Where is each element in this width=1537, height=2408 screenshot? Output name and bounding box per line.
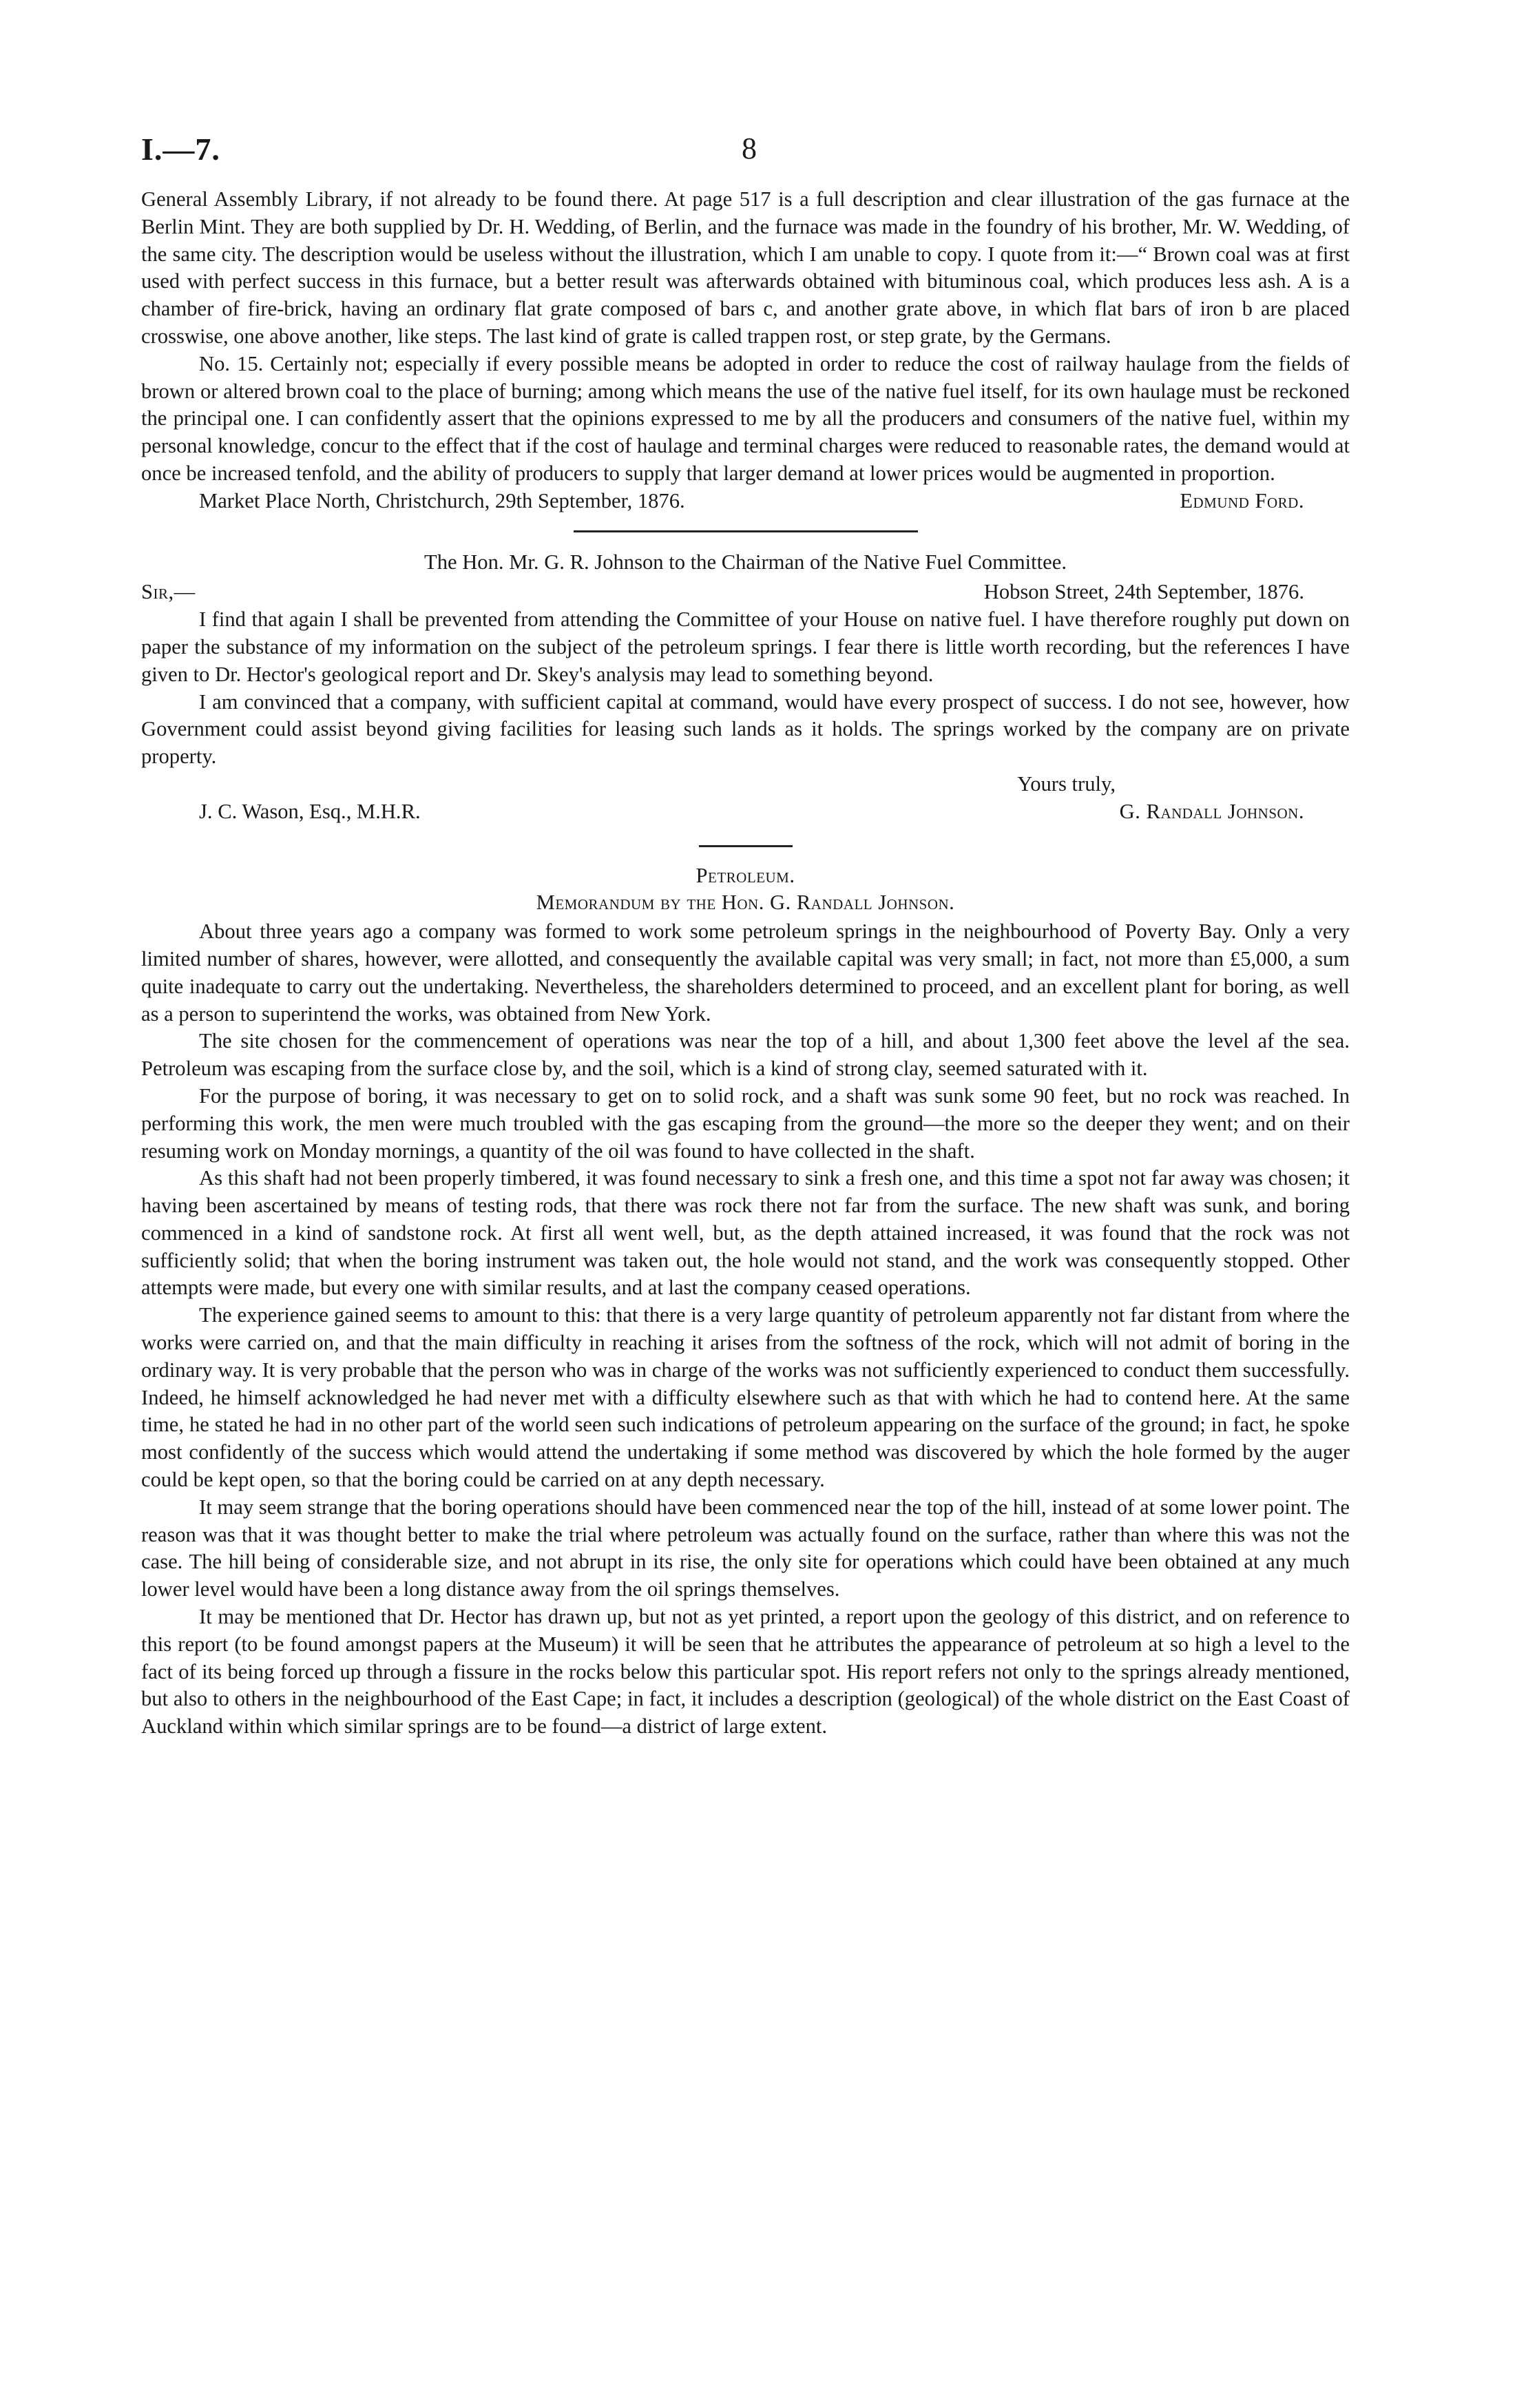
paragraph: I find that again I shall be prevented from attending the Committee of your House on native fuel. I have therefore roughly put down on paper the substance of my information on the subject of the petroleum springs. I fear there is little worth recording, but the references I have given to Dr. Hector's geological report and Dr. Skey's analysis may lead to something beyond. [141,608,1350,686]
paragraph: As this shaft had not been properly timbered, it was found necessary to sink a fresh one, and this time a spot not far away was chosen; it having been ascertained by means of testing rods, that there was rock there not far from the surface. The new shaft was sunk, and boring commenced in a kind of sandstone rock. At first all went well, but, as the depth attained increased, it was found that the rock was not sufficiently solid; that when the boring instrument was taken out, the hole would not stand, and the work was consequently stopped. Other attempts were made, but every one with similar results, and at last the company ceased operations. [141,1166,1350,1300]
place-date: Market Place North, Christchurch, 29th September, 1876. [199,488,685,512]
salutation: Sir,— [141,580,196,604]
memorandum [141,862,1350,1741]
letter-heading: The Hon. Mr. G. R. Johnson to the Chairman of the Native Fuel Committee. [424,550,1067,574]
divider [574,530,918,532]
salutation-line [141,579,1350,606]
divider [699,845,793,847]
addressee-signature-line [141,798,1350,826]
paragraph: The experience gained seems to amount to this: that there is a very large quantity of petroleum apparently not far distant from where the works were carried on, and that the main difficulty in reaching it arises from the softness of the rock, which will not admit of boring in the ordinary way. It is very probable that the person who was in charge of the works was not sufficiently experienced to conduct them successfully. Indeed, he himself acknowledged he had never met with a difficulty elsewhere such as that with which he had to contend here. At the same time, he stated he had in no other part of the world seen such indications of petroleum appearing on the surface of the ground; in fact, he spoke most confidently of the success which would attend the undertaking if some method was discovered by which the hole formed by the auger could be kept open, so that the boring could be carried on at any depth necessary. [141,1303,1350,1492]
signature: Edmund Ford. [1180,488,1304,512]
paragraph: The site chosen for the commencement of operations was near the top of a hill, and about 1,300 feet above the level af the sea. Petroleum was escaping from the surface close by, and the soil, which is a kind of strong clay, seemed saturated with it. [141,1029,1350,1081]
signature-line [141,488,1350,515]
addressee: J. C. Wason, Esq., M.H.R. [199,799,421,823]
paragraph: It may seem strange that the boring operations should have been commenced near the top of the hill, instead of at some lower point. The reason was that it was thought better to make the trial where petroleum was actually found on the surface, rather than where this was not the case. The hill being of considerable size, and not abrupt in its rise, the only site for operations which could have been obtained at any much lower level would have been a long distance away from the oil springs themselves. [141,1495,1350,1601]
paragraph: No. 15. Certainly not; especially if every possible means be adopted in order to reduce the cost of railway haulage from the fields of brown or altered brown coal to the place of burning; among which means the use of the native fuel itself, for its own haulage must be reckoned the principal one. I can confidently assert that the opinions expressed to me by all the producers and consumers of the native fuel, within my personal knowledge, concur to the effect that if the cost of haulage and terminal charges were reduced to reasonable rates, the demand would at once be increased tenfold, and the ability of producers to supply that larger demand at lower prices would be augmented in proportion. [141,351,1350,485]
closing: Yours truly, [1017,771,1116,796]
document-page [141,131,1350,1741]
paragraph: General Assembly Library, if not already to be found there. At page 517 is a full description and clear illustration of the gas furnace at the Berlin Mint. They are both supplied by Dr. H. Wedding, of Berlin, and the furnace was made in the foundry of his brother, Mr. W. Wedding, of the same city. The description would be useless without the illustration, which I am unable to copy. I quote from it:—“ Brown coal was at first used with perfect success in this furnace, but a better result was afterwards obtained with bituminous coal, which produces less ash. A is a chamber of fire-brick, having an ordinary flat grate composed of bars c, and another grate above, in which flat bars of iron b are placed crosswise, one above another, like steps. The last kind of grate is called trappen rost, or step grate, by the Germans. [141,187,1350,348]
memorandum-subtitle: Memorandum by the Hon. G. Randall Johnson. [536,891,955,915]
signature: G. Randall Johnson. [1119,799,1304,823]
paper-reference: I.—7. [141,132,220,167]
paragraph: I am convinced that a company, with sufficient capital at command, would have every prospect of success. I do not see, however, how Government could assist beyond giving facilities for leasing such lands as it holds. The springs worked by the company are on private property. [141,689,1350,769]
paragraph: For the purpose of boring, it was necessary to get on to solid rock, and a shaft was sunk some 90 feet, but no rock was reached. In performing this work, the men were much troubled with the gas escaping from the ground—the more so the deeper they went; and on their resuming work on Monday mornings, a quantity of the oil was found to have collected in the shaft. [141,1083,1350,1163]
page-number: 8 [742,132,757,165]
ford-letter [141,186,1350,515]
page-header [141,131,1350,186]
paragraph: About three years ago a company was formed to work some petroleum springs in the neighbourhood of Poverty Bay. Only a very limited number of shares, however, were allotted, and consequently the available capital was very small; in fact, not more than £5,000, a sum quite inadequate to carry out the undertaking. Nevertheless, the shareholders determined to proceed, and an excellent plant for boring, as well as a person to superintend the works, was obtained from New York. [141,920,1350,1026]
johnson-letter [141,549,1350,826]
address-date: Hobson Street, 24th September, 1876. [983,580,1304,604]
memorandum-title: Petroleum. [696,863,795,887]
paragraph: It may be mentioned that Dr. Hector has drawn up, but not as yet printed, a report upon the geology of this district, and on reference to this report (to be found amongst papers at the Museum) it will be seen that he attributes the appearance of petroleum at so high a level to the fact of its being forced up through a fissure in the rocks below this particular spot. His report refers not only to the springs already mentioned, but also to others in the neighbourhood of the East Cape; in fact, it includes a description (geological) of the whole district on the East Coast of Auckland within which similar springs are to be found—a district of large extent. [141,1605,1350,1738]
